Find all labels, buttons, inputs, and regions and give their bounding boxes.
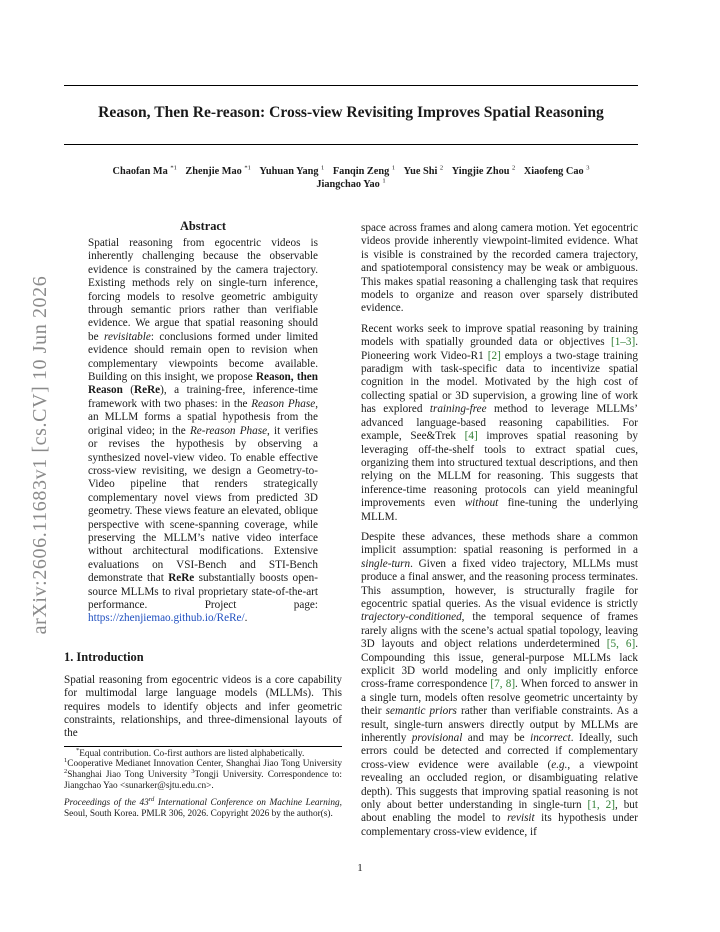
project-page-link[interactable]: https://zhenjiemao.github.io/ReRe/	[88, 612, 245, 625]
citation-link[interactable]: [4]	[464, 430, 478, 443]
paper-title: Reason, Then Re-reason: Cross-view Revisiting Improves Spatial Reasoning	[98, 104, 604, 121]
citation-link[interactable]: [2]	[487, 349, 501, 362]
body-paragraph: Recent works seek to improve spatial reasoning by training models with spatially grounded data or objectives [1–3]. Pioneering work Video-R1 [2] employs a two-stage training paradigm with task-specific data to incentivize spatial cognition in the model. Motivated by the high cost of collecting spatial or 3D supervision, a growing line of work has explored training-free method to leverage MLLMs’ advanced language-based reasoning capabilities. For example, See&Trek [4] improves spatial reasoning by leveraging off-the-shelf tools to extract spatial cues, organizing them into structured textual descriptions, and then relying on the MLLM for reasoning. This suggests that inference-time reasoning protocols can yield meaningful improvements even without fine-tuning the underlying MLLM.	[361, 322, 638, 523]
author-list	[64, 165, 638, 191]
author: Chaofan Ma $^{*1}$	[112, 164, 177, 177]
left-column	[64, 219, 342, 819]
right-column	[361, 222, 638, 839]
arxiv-identifier: arXiv:2606.11683v1 [cs.CV] 10 Jun 2026	[29, 275, 51, 635]
abstract-heading: Abstract	[179, 219, 227, 233]
abstract-text: Spatial reasoning from egocentric videos is inherently challenging because the observable evidence is constrained by the camera trajectory. Existing methods rely on single-turn inference, forcing models to resolve geometric ambiguity through semantic priors rather than verifiable evidence. We argue that spatial reasoning should be revisitable: conclusions formed under limited evidence should remain open to revision when complementary viewpoints become available. Building on this insight, we propose Reason, then Reason (ReRe), a training-free, inference-time framework with two phases: in the Reason Phase, an MLLM forms a spatial hypothesis from the original video; in the Re-reason Phase, it verifies or revises the hypothesis by observing a synthesized novel-view video. To enable effective cross-view revisiting, we design a Geometry-to-Video pipeline that renders strategically complementary novel views from predicted 3D geometry. These views feature an elevated, oblique perspective with scene-spanning coverage, while preserving the MLLM’s native video interface without architectural modifications. Extensive evaluations on VSI-Bench and STI-Bench demonstrate that ReRe substantially boosts open-source MLLMs to rival proprietary state-of-the-art performance. Project page: https://zhenjiemao.github.io/ReRe/.	[88, 237, 319, 625]
author: Fanqin Zeng $^1$	[332, 164, 396, 177]
section-heading-introduction: 1. Introduction	[64, 649, 144, 664]
citation-link[interactable]: [1, 2]	[587, 799, 615, 812]
author: Yingjie Zhou $^2$	[451, 164, 516, 177]
footnote-proceedings: Proceedings of the 43rd International Conference on Machine Learning, Seoul, South Korea. PMLR 306, 2026. Copyright 2026 by the author(s).	[64, 796, 342, 819]
title-rule-top	[64, 85, 638, 86]
body-paragraph: Despite these advances, these methods share a common implicit assumption: spatial reasoning is performed in a single-turn. Given a fixed video trajectory, MLLMs must produce a final answer, and the reasoning process terminates. This assumption, however, is structurally fragile for egocentric spatial queries. As the visual evidence is strictly trajectory-conditioned, the temporal sequence of frames rarely aligns with the scene’s actual spatial topology, leaving 3D layouts and object relations underdetermined [5, 6]. Compounding this issue, general-purpose MLLMs lack explicit 3D world modeling and only implicitly enforce cross-frame correspondence [7, 8]. When forced to answer in a single turn, models often resolve geometric uncertainty by their semantic priors rather than verifiable constraints. As a result, single-turn answers directly output by MLLMs are inherently provisional and may be incorrect. Ideally, such errors could be detected and corrected if complementary cross-view evidence were available (e.g., a viewpoint revealing an occluded region, or disambiguating relative depth). This suggests that improving spatial reasoning is not only about better understanding in single-turn [1, 2], but about enabling the model to revisit its hypothesis under complementary cross-view evidence, if	[361, 530, 639, 838]
author: Zhenjie Mao $^{*1}$	[185, 164, 251, 177]
body-paragraph: space across frames and along camera motion. Yet egocentric videos provide inherently viewpoint-limited evidence. What is visible is constrained by the recorded camera trajectory, and spatiotemporal consistency may be weak or ambiguous. This makes spatial reasoning a challenging task that requires models to organize and reason over sparsely distributed evidence.	[361, 222, 638, 315]
author: Xiaofeng Cao $^3$	[523, 164, 590, 177]
author: Yue Shi $^2$	[403, 164, 444, 177]
author: Yuhuan Yang $^1$	[259, 164, 325, 177]
citation-link[interactable]: [1–3]	[610, 336, 636, 349]
title-rule-bottom	[64, 144, 638, 145]
author: Jiangchao Yao $^1$	[316, 177, 386, 190]
citation-link[interactable]: [5, 6]	[606, 638, 636, 651]
citation-link[interactable]: [7, 8]	[490, 678, 516, 691]
footnote-affiliations: *Equal contribution. Co-first authors are listed alphabetically. $^1$Cooperative Medianet Innovation Center, Shanghai Jiao Tong University $^2$Shanghai Jiao Tong University $^3$Tongji University. Correspondence to: Jiangchao Yao <sunarker@sjtu.edu.cn>.	[64, 746, 342, 791]
page-number: 1	[357, 862, 363, 874]
intro-paragraph: Spatial reasoning from egocentric videos is a core capability for multimodal large language models (MLLMs). This requires models to identify objects and infer geometric constraints, relationships, and three-dimensional layouts of the	[64, 673, 342, 740]
footnotes	[64, 746, 342, 820]
